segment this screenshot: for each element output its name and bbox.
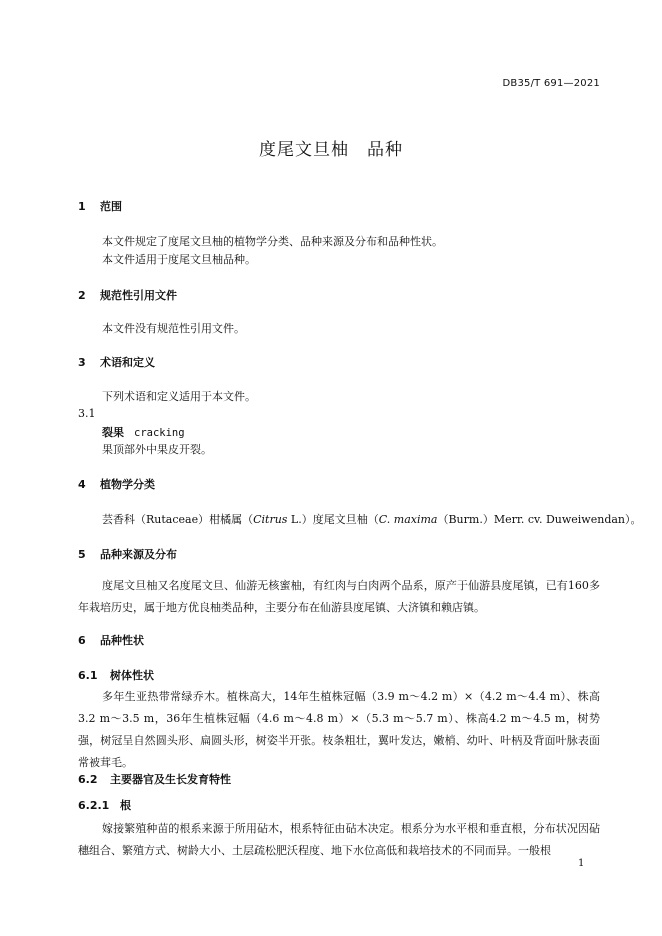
subsection-6-2-heading — [78, 771, 231, 787]
term-number: 3.1 — [78, 407, 96, 420]
paragraph: 本文件规定了度尾文旦柚的植物学分类、品种来源及分布和品种性状。 — [102, 235, 443, 248]
section-number: 6 — [78, 634, 86, 647]
section-title: 品种性状 — [100, 634, 144, 647]
term-entry — [102, 424, 185, 440]
term-definition: 果顶部外中果皮开裂。 — [102, 443, 212, 456]
section-1-heading — [78, 198, 122, 214]
text-run: 芸香科（Rutaceae）柑橘属（ — [102, 513, 254, 526]
subsection-number: 6.2.1 — [78, 799, 110, 812]
section-title: 品种来源及分布 — [100, 548, 177, 561]
paragraph: 度尾文旦柚又名度尾文旦、仙游无核蜜柚，有红肉与白肉两个品系，原产于仙游县度尾镇，已有160多年栽培历史，属于地方优良柚类品种，主要分布在仙游县度尾镇、大济镇和赖店镇。 — [78, 579, 600, 614]
section-number: 3 — [78, 356, 86, 369]
text-run: L.）度尾文旦柚（ — [287, 513, 379, 526]
subsection-title: 主要器官及生长发育特性 — [110, 773, 231, 786]
section-4-heading — [78, 476, 155, 492]
section-5-heading — [78, 546, 177, 562]
section-6-heading — [78, 632, 144, 648]
term-chinese: 裂果 — [102, 426, 124, 439]
subsection-title: 树体性状 — [110, 669, 154, 682]
species-name: C. maxima — [378, 513, 438, 526]
paragraph: 嫁接繁殖种苗的根系来源于所用砧木，根系特征由砧木决定。根系分为水平根和垂直根，分布状况因砧穗组合、繁殖方式、树龄大小、土层疏松肥沃程度、地下水位高低和栽培技术的不同而异。一般根 — [78, 822, 600, 857]
page-number: 1 — [578, 858, 585, 869]
section-number: 4 — [78, 478, 86, 491]
document-title: 度尾文旦柚 品种 — [259, 140, 403, 160]
section-number: 5 — [78, 548, 86, 561]
section-title: 规范性引用文件 — [100, 289, 177, 302]
genus-name: Citrus — [253, 513, 288, 526]
section-2-heading — [78, 287, 177, 303]
text-run: （Burm.）Merr. cv. Duweiwendan）。 — [437, 513, 642, 526]
subsection-6-1-heading — [78, 667, 154, 683]
section-number: 2 — [78, 289, 86, 302]
subsection-number: 6.2 — [78, 773, 98, 786]
document-code: DB35/T 691—2021 — [502, 78, 600, 89]
subsection-number: 6.1 — [78, 669, 98, 682]
classification-paragraph — [102, 511, 642, 527]
paragraph: 下列术语和定义适用于本文件。 — [102, 390, 256, 403]
paragraph: 本文件适用于度尾文旦柚品种。 — [102, 253, 256, 266]
section-title: 植物学分类 — [100, 478, 155, 491]
subsection-title: 根 — [120, 799, 131, 812]
section-title: 术语和定义 — [100, 356, 155, 369]
section-3-heading — [78, 354, 155, 370]
paragraph: 多年生亚热带常绿乔木。植株高大，14年生植株冠幅（3.9 m～4.2 m）×（4.2 m～4.4 m）、株高3.2 m～3.5 m，36年生植株冠幅（4.6 m～4.8 m）×（5.3 m～5.7 m）、株高4.2 m～4.5 m，树势强，树冠呈自然圆头形、扁圆头形，树姿半开张。枝条粗壮，翼叶发达，嫩梢、幼叶、叶柄及背面叶脉表面常被茸毛。 — [78, 690, 600, 769]
section-number: 1 — [78, 200, 86, 213]
paragraph: 本文件没有规范性引用文件。 — [102, 322, 245, 335]
subsection-6-2-1-heading — [78, 797, 131, 813]
term-english: cracking — [134, 427, 185, 439]
section-title: 范围 — [100, 200, 122, 213]
